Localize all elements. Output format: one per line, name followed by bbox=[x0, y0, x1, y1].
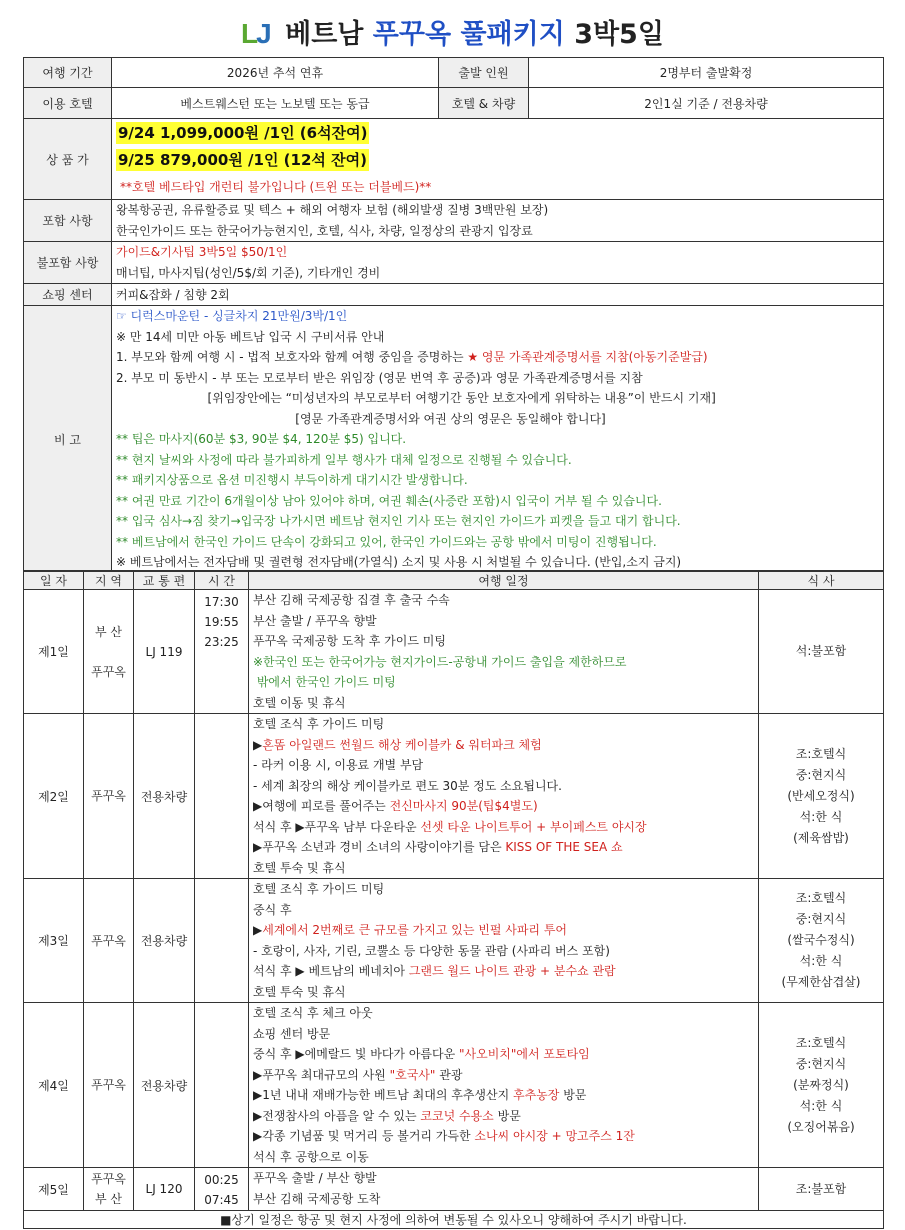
itinerary-text: - 라커 이용 시, 이용료 개별 부담 bbox=[253, 758, 424, 772]
itinerary-text: ▶1년 내내 재배가능한 베트남 최대의 후추생산지 bbox=[253, 1088, 513, 1102]
itinerary-text: - 세계 최장의 해상 케이블카로 편도 30분 정도 소요됩니다. bbox=[253, 778, 562, 793]
itinerary-text: 그랜드 월드 나이트 관광 + 분수쇼 관람 bbox=[408, 964, 616, 978]
itinerary-line bbox=[253, 1168, 754, 1189]
price-0925: 9/25 879,000원 /1인 (12석 잔여) bbox=[118, 151, 367, 169]
itinerary-line bbox=[253, 1044, 754, 1065]
region-name: 푸꾸옥 bbox=[91, 1078, 126, 1092]
period-value: 2026년 추석 연휴 bbox=[112, 58, 439, 88]
note-text: 2. 부모 미 동반시 - 부 또는 모로부터 받은 위임장 (영문 번역 후 공증)과 영문 가족관계증명서를 지참 bbox=[116, 370, 643, 385]
itinerary-text: 푸꾸옥 국제공항 도착 후 가이드 미팅 bbox=[253, 634, 446, 648]
itinerary-text: ▶여행에 피로를 풀어주는 bbox=[253, 799, 390, 813]
note-text: ** 현지 날씨와 사정에 따라 불가피하게 일부 행사가 대체 일정으로 진행될 수 있습니다. bbox=[116, 452, 572, 467]
itinerary-text: 세계에서 2번째로 큰 규모를 가지고 있는 빈펄 사파리 투어 bbox=[262, 923, 568, 937]
airline-logo: LJ bbox=[241, 18, 270, 49]
price-0924: 9/24 1,099,000원 /1인 (6석잔여) bbox=[118, 124, 368, 142]
itinerary-line bbox=[253, 776, 754, 797]
itinerary-text: ※한국인 또는 한국어가능 현지가이드-공항내 가이드 출입을 제한하므로 bbox=[253, 654, 627, 669]
itinerary-line bbox=[253, 858, 754, 879]
time-cell bbox=[195, 714, 249, 879]
note-line bbox=[116, 470, 879, 491]
shop-value: 커피&잡화 / 침향 2회 bbox=[112, 284, 884, 306]
meal-item: 중:현지식 bbox=[795, 912, 847, 926]
itinerary-line bbox=[253, 837, 754, 858]
itinerary-text: 전신마사지 90분(팁$4별도) bbox=[389, 799, 538, 813]
header-day: 일 자 bbox=[24, 571, 84, 590]
note-text: ** 입국 심사→짐 찾기→입국장 나가시면 베트남 현지인 기사 또는 현지인 가이드가 피켓을 들고 대기 합니다. bbox=[116, 514, 681, 528]
note-text: 1. 부모와 함께 여행 시 - 법적 보호자와 함께 여행 중임을 증명하는 bbox=[116, 350, 468, 364]
day-label: 제2일 bbox=[24, 714, 84, 879]
itinerary-text: 호텔 투숙 및 휴식 bbox=[253, 860, 346, 875]
region-cell bbox=[84, 879, 134, 1003]
meal-item: (반세오정식) bbox=[787, 788, 855, 803]
note-text: [영문 가족관계증명서와 여권 상의 영문은 동일해야 합니다] bbox=[116, 411, 606, 426]
itinerary-text: 석식 후 ▶ 베트남의 베네치아 bbox=[253, 964, 409, 978]
itinerary-text: 호텔 투숙 및 휴식 bbox=[253, 984, 346, 999]
transport-cell: 전용차량 bbox=[134, 714, 195, 879]
meal-item: (무제한삼겹살) bbox=[781, 975, 861, 989]
include-label: 포함 사항 bbox=[24, 200, 112, 242]
note-line bbox=[116, 347, 879, 368]
region-cell bbox=[84, 714, 134, 879]
itinerary-line bbox=[253, 755, 754, 776]
meal-item: 중:현지식 bbox=[795, 767, 847, 782]
meal-item: (오징어볶음) bbox=[787, 1119, 855, 1134]
time-value: 17:30 bbox=[204, 595, 239, 609]
schedule-table bbox=[23, 570, 884, 1229]
people-label: 출발 인원 bbox=[439, 58, 529, 88]
itinerary-text: 관광 bbox=[435, 1067, 463, 1082]
itinerary-text: ▶ bbox=[253, 923, 263, 937]
itinerary-line bbox=[253, 796, 754, 817]
note-text: [위임장안에는 “미성년자의 부모로부터 여행기간 동안 보호자에게 위탁하는 내용”이 반드시 기재] bbox=[116, 391, 716, 405]
itinerary-line bbox=[253, 1147, 754, 1168]
note-text: ※ 만 14세 미만 아동 베트남 입국 시 구비서류 안내 bbox=[116, 329, 385, 344]
itinerary-line bbox=[253, 1024, 754, 1045]
title-destination: 푸꾸옥 풀패키지 bbox=[372, 19, 565, 50]
note-line bbox=[116, 306, 879, 327]
itinerary-line bbox=[253, 879, 754, 900]
itinerary-text: ▶각종 기념품 및 먹거리 등 볼거리 가득한 bbox=[253, 1129, 475, 1143]
hotelcar-label: 호텔 & 차량 bbox=[439, 88, 529, 119]
transport-cell: LJ 119 bbox=[134, 590, 195, 714]
region-cell bbox=[84, 1168, 134, 1211]
day-row bbox=[24, 714, 884, 879]
meal-item: (쌀국수정식) bbox=[787, 933, 855, 947]
meal-item: 조:호텔식 bbox=[795, 1035, 847, 1050]
itinerary-text: 코코넛 수용소 bbox=[420, 1108, 494, 1123]
meal-item: 중:현지식 bbox=[795, 1056, 847, 1071]
itinerary-text: 선셋 타운 나이트투어 + 부이페스트 야시장 bbox=[420, 819, 647, 834]
meal-item: (제육쌈밥) bbox=[793, 830, 849, 845]
day-row bbox=[24, 590, 884, 714]
transport-cell: 전용차량 bbox=[134, 879, 195, 1003]
note-line bbox=[116, 532, 879, 553]
itinerary-cell bbox=[249, 879, 759, 1003]
itinerary-cell bbox=[249, 1168, 759, 1211]
region-name: 부 산 bbox=[95, 1192, 122, 1206]
itinerary-line bbox=[253, 900, 754, 921]
period-label: 여행 기간 bbox=[24, 58, 112, 88]
itinerary-text: 석식 후 ▶푸꾸옥 남부 다운타운 bbox=[253, 819, 421, 834]
itinerary-text: ▶전쟁참사의 아픔을 알 수 있는 bbox=[253, 1108, 421, 1123]
meal-item: 조:호텔식 bbox=[795, 746, 847, 761]
day-row bbox=[24, 879, 884, 1003]
day-label: 제3일 bbox=[24, 879, 84, 1003]
itinerary-text: ▶푸꾸옥 소년과 경비 소녀의 사랑이야기를 담은 bbox=[253, 840, 506, 854]
header-transport: 교 통 편 bbox=[134, 571, 195, 590]
price-note: **호텔 베드타입 개런티 불가입니다 (트윈 또는 더블베드)** bbox=[120, 180, 432, 194]
exclude-line-1: 가이드&기사팁 3박5일 $50/1인 bbox=[116, 245, 288, 259]
note-text: ** 여권 만료 기간이 6개월이상 남아 있어야 하며, 여권 훼손(사증란 포함)시 입국이 거부 될 수 있습니다. bbox=[116, 493, 662, 508]
transport-cell: LJ 120 bbox=[134, 1168, 195, 1211]
time-value: 23:25 bbox=[204, 635, 239, 649]
hotel-label: 이용 호텔 bbox=[24, 88, 112, 119]
region-name: 푸꾸옥 bbox=[91, 789, 126, 803]
itinerary-text: 부산 김해 국제공항 집결 후 출국 수속 bbox=[253, 593, 450, 607]
region-name: 부 산 bbox=[95, 624, 122, 639]
itinerary-text: 중식 후 bbox=[253, 902, 292, 917]
day-label: 제4일 bbox=[24, 1003, 84, 1168]
itinerary-line bbox=[253, 1106, 754, 1127]
itinerary-text: "사오비치"에서 포토타임 bbox=[459, 1047, 590, 1061]
itinerary-cell bbox=[249, 1003, 759, 1168]
itinerary-text: 중식 후 ▶에메랄드 빛 바다가 아름다운 bbox=[253, 1047, 459, 1061]
header-region: 지 역 bbox=[84, 571, 134, 590]
notes-cell bbox=[112, 306, 884, 574]
meal-item: (분짜정식) bbox=[793, 1077, 849, 1092]
meal-item: 석:불포함 bbox=[795, 644, 847, 658]
header-meal: 식 사 bbox=[759, 571, 884, 590]
itinerary-line bbox=[253, 941, 754, 962]
itinerary-text: 호텔 조식 후 가이드 미팅 bbox=[253, 717, 385, 731]
itinerary-text: 밖에서 한국인 가이드 미팅 bbox=[253, 675, 396, 689]
itinerary-cell bbox=[249, 590, 759, 714]
meal-cell bbox=[759, 1003, 884, 1168]
price-label: 상 품 가 bbox=[24, 119, 112, 200]
itinerary-text: ▶푸꾸옥 최대규모의 사원 bbox=[253, 1067, 390, 1082]
region-cell bbox=[84, 1003, 134, 1168]
time-value: 07:45 bbox=[204, 1193, 239, 1207]
note-highlight: ★ 영문 가족관계증명서를 지참(아동기준발급) bbox=[467, 350, 708, 364]
region-name: 푸꾸옥 bbox=[91, 1172, 126, 1186]
itinerary-text: 혼똠 아일랜드 썬월드 해상 케이블카 & 워터파크 체험 bbox=[262, 737, 542, 752]
itinerary-line bbox=[253, 1003, 754, 1024]
itinerary-text: "호국사" bbox=[389, 1067, 436, 1082]
note-text: ** 베트남에서 한국인 가이드 단속이 강화되고 있어, 한국인 가이드와는 공항 밖에서 미팅이 진행됩니다. bbox=[116, 534, 657, 549]
itinerary-text: 소나씨 야시장 + 망고주스 1잔 bbox=[474, 1129, 635, 1143]
itinerary-line bbox=[253, 631, 754, 652]
meal-cell bbox=[759, 714, 884, 879]
region-cell bbox=[84, 590, 134, 714]
people-value: 2명부터 출발확정 bbox=[529, 58, 884, 88]
note-text: ** 팁은 마사지(60분 $3, 90분 $4, 120분 $5) 입니다. bbox=[116, 432, 407, 446]
itinerary-line bbox=[253, 714, 754, 735]
itinerary-line bbox=[253, 693, 754, 714]
note-text: ☞ 디럭스마운틴 - 싱글차지 21만원/3박/1인 bbox=[116, 309, 348, 323]
itinerary-text: 부산 출발 / 푸꾸옥 향발 bbox=[253, 613, 377, 628]
title-duration: 3박5일 bbox=[574, 19, 664, 50]
header-itinerary: 여행 일정 bbox=[249, 571, 759, 590]
region-name: 푸꾸옥 bbox=[91, 933, 126, 948]
note-line bbox=[116, 429, 879, 450]
itinerary-text: 호텔 이동 및 휴식 bbox=[253, 695, 346, 710]
meal-cell bbox=[759, 1168, 884, 1211]
hotelcar-value: 2인1실 기준 / 전용차량 bbox=[529, 88, 884, 119]
exclude-label: 불포함 사항 bbox=[24, 242, 112, 284]
meal-item: 석:한 식 bbox=[799, 1098, 843, 1113]
itinerary-line bbox=[253, 611, 754, 632]
title-country: 베트남 bbox=[285, 19, 364, 50]
note-line bbox=[116, 491, 879, 512]
note-text: ※ 베트남에서는 전자담배 및 궐련형 전자담배(가열식) 소지 및 사용 시 처벌될 수 있습니다. (반입,소지 금지) bbox=[116, 555, 682, 569]
time-value: 00:25 bbox=[204, 1173, 239, 1187]
itinerary-line bbox=[253, 590, 754, 611]
meal-cell bbox=[759, 590, 884, 714]
day-row bbox=[24, 1003, 884, 1168]
shop-label: 쇼핑 센터 bbox=[24, 284, 112, 306]
meal-cell bbox=[759, 879, 884, 1003]
itinerary-line bbox=[253, 982, 754, 1003]
itinerary-line bbox=[253, 920, 754, 941]
note-line bbox=[116, 388, 879, 409]
time-cell bbox=[195, 1168, 249, 1211]
note-line bbox=[116, 327, 879, 348]
itinerary-text: ▶ bbox=[253, 737, 263, 752]
itinerary-text: KISS OF THE SEA 쇼 bbox=[505, 840, 623, 854]
itinerary-line bbox=[253, 672, 754, 693]
itinerary-text: 후추농장 bbox=[513, 1088, 560, 1102]
itinerary-text: 방문 bbox=[493, 1108, 521, 1123]
exclude-line-2: 매너팁, 마사지팁(성인/5$/회 기준), 기타개인 경비 bbox=[116, 265, 381, 280]
hotel-value: 베스트웨스턴 또는 노보텔 또는 동급 bbox=[112, 88, 439, 119]
meal-item: 석:한 식 bbox=[799, 809, 843, 824]
itinerary-line bbox=[253, 735, 754, 756]
transport-cell: 전용차량 bbox=[134, 1003, 195, 1168]
time-value: 19:55 bbox=[204, 615, 239, 629]
itinerary-text: - 호랑이, 사자, 기린, 코뿔소 등 다양한 동물 관람 (사파리 버스 포함) bbox=[253, 943, 610, 958]
itinerary-line bbox=[253, 1085, 754, 1106]
day-label: 제1일 bbox=[24, 590, 84, 714]
meal-item: 석:한 식 bbox=[799, 954, 843, 968]
time-cell bbox=[195, 590, 249, 714]
day-label: 제5일 bbox=[24, 1168, 84, 1211]
include-line-1: 왕복항공권, 유류할증료 및 텍스 + 해외 여행자 보험 (해외발생 질병 3백만원 보장) bbox=[116, 203, 549, 217]
meal-item: 조:호텔식 bbox=[795, 891, 847, 905]
note-line bbox=[116, 409, 879, 430]
note-line bbox=[116, 368, 879, 389]
note-line bbox=[116, 511, 879, 532]
itinerary-text: 호텔 조식 후 가이드 미팅 bbox=[253, 882, 385, 896]
itinerary-line bbox=[253, 652, 754, 673]
itinerary-text: 방문 bbox=[559, 1088, 587, 1102]
region-name: 푸꾸옥 bbox=[91, 664, 126, 679]
page-title bbox=[0, 12, 905, 51]
notes-label: 비 고 bbox=[24, 306, 112, 574]
itinerary-text: 석식 후 공항으로 이동 bbox=[253, 1149, 369, 1164]
itinerary-text: 푸꾸옥 출발 / 부산 향발 bbox=[253, 1171, 377, 1185]
itinerary-line bbox=[253, 1189, 754, 1210]
itinerary-line bbox=[253, 817, 754, 838]
itinerary-line bbox=[253, 1065, 754, 1086]
info-table bbox=[23, 57, 884, 574]
itinerary-cell bbox=[249, 714, 759, 879]
meal-item: 조:불포함 bbox=[795, 1181, 847, 1196]
note-line bbox=[116, 450, 879, 471]
itinerary-text: 쇼핑 센터 방문 bbox=[253, 1026, 331, 1041]
itinerary-line bbox=[253, 961, 754, 982]
itinerary-text: 호텔 조식 후 체크 아웃 bbox=[253, 1006, 373, 1020]
header-time: 시 간 bbox=[195, 571, 249, 590]
day-row bbox=[24, 1168, 884, 1211]
time-cell bbox=[195, 879, 249, 1003]
note-text: ** 패키지상품으로 옵션 미진행시 부득이하게 대기시간 발생합니다. bbox=[116, 473, 468, 487]
time-cell bbox=[195, 1003, 249, 1168]
itinerary-line bbox=[253, 1126, 754, 1147]
include-line-2: 한국인가이드 또는 한국어가능현지인, 호텔, 식사, 차량, 일정상의 관광지 입장료 bbox=[116, 223, 533, 238]
itinerary-text: 부산 김해 국제공항 도착 bbox=[253, 1191, 381, 1206]
footer-note: ■상기 일정은 항공 및 현지 사정에 의하여 변동될 수 있사오니 양해하여 주시기 바랍니다. bbox=[24, 1211, 884, 1229]
